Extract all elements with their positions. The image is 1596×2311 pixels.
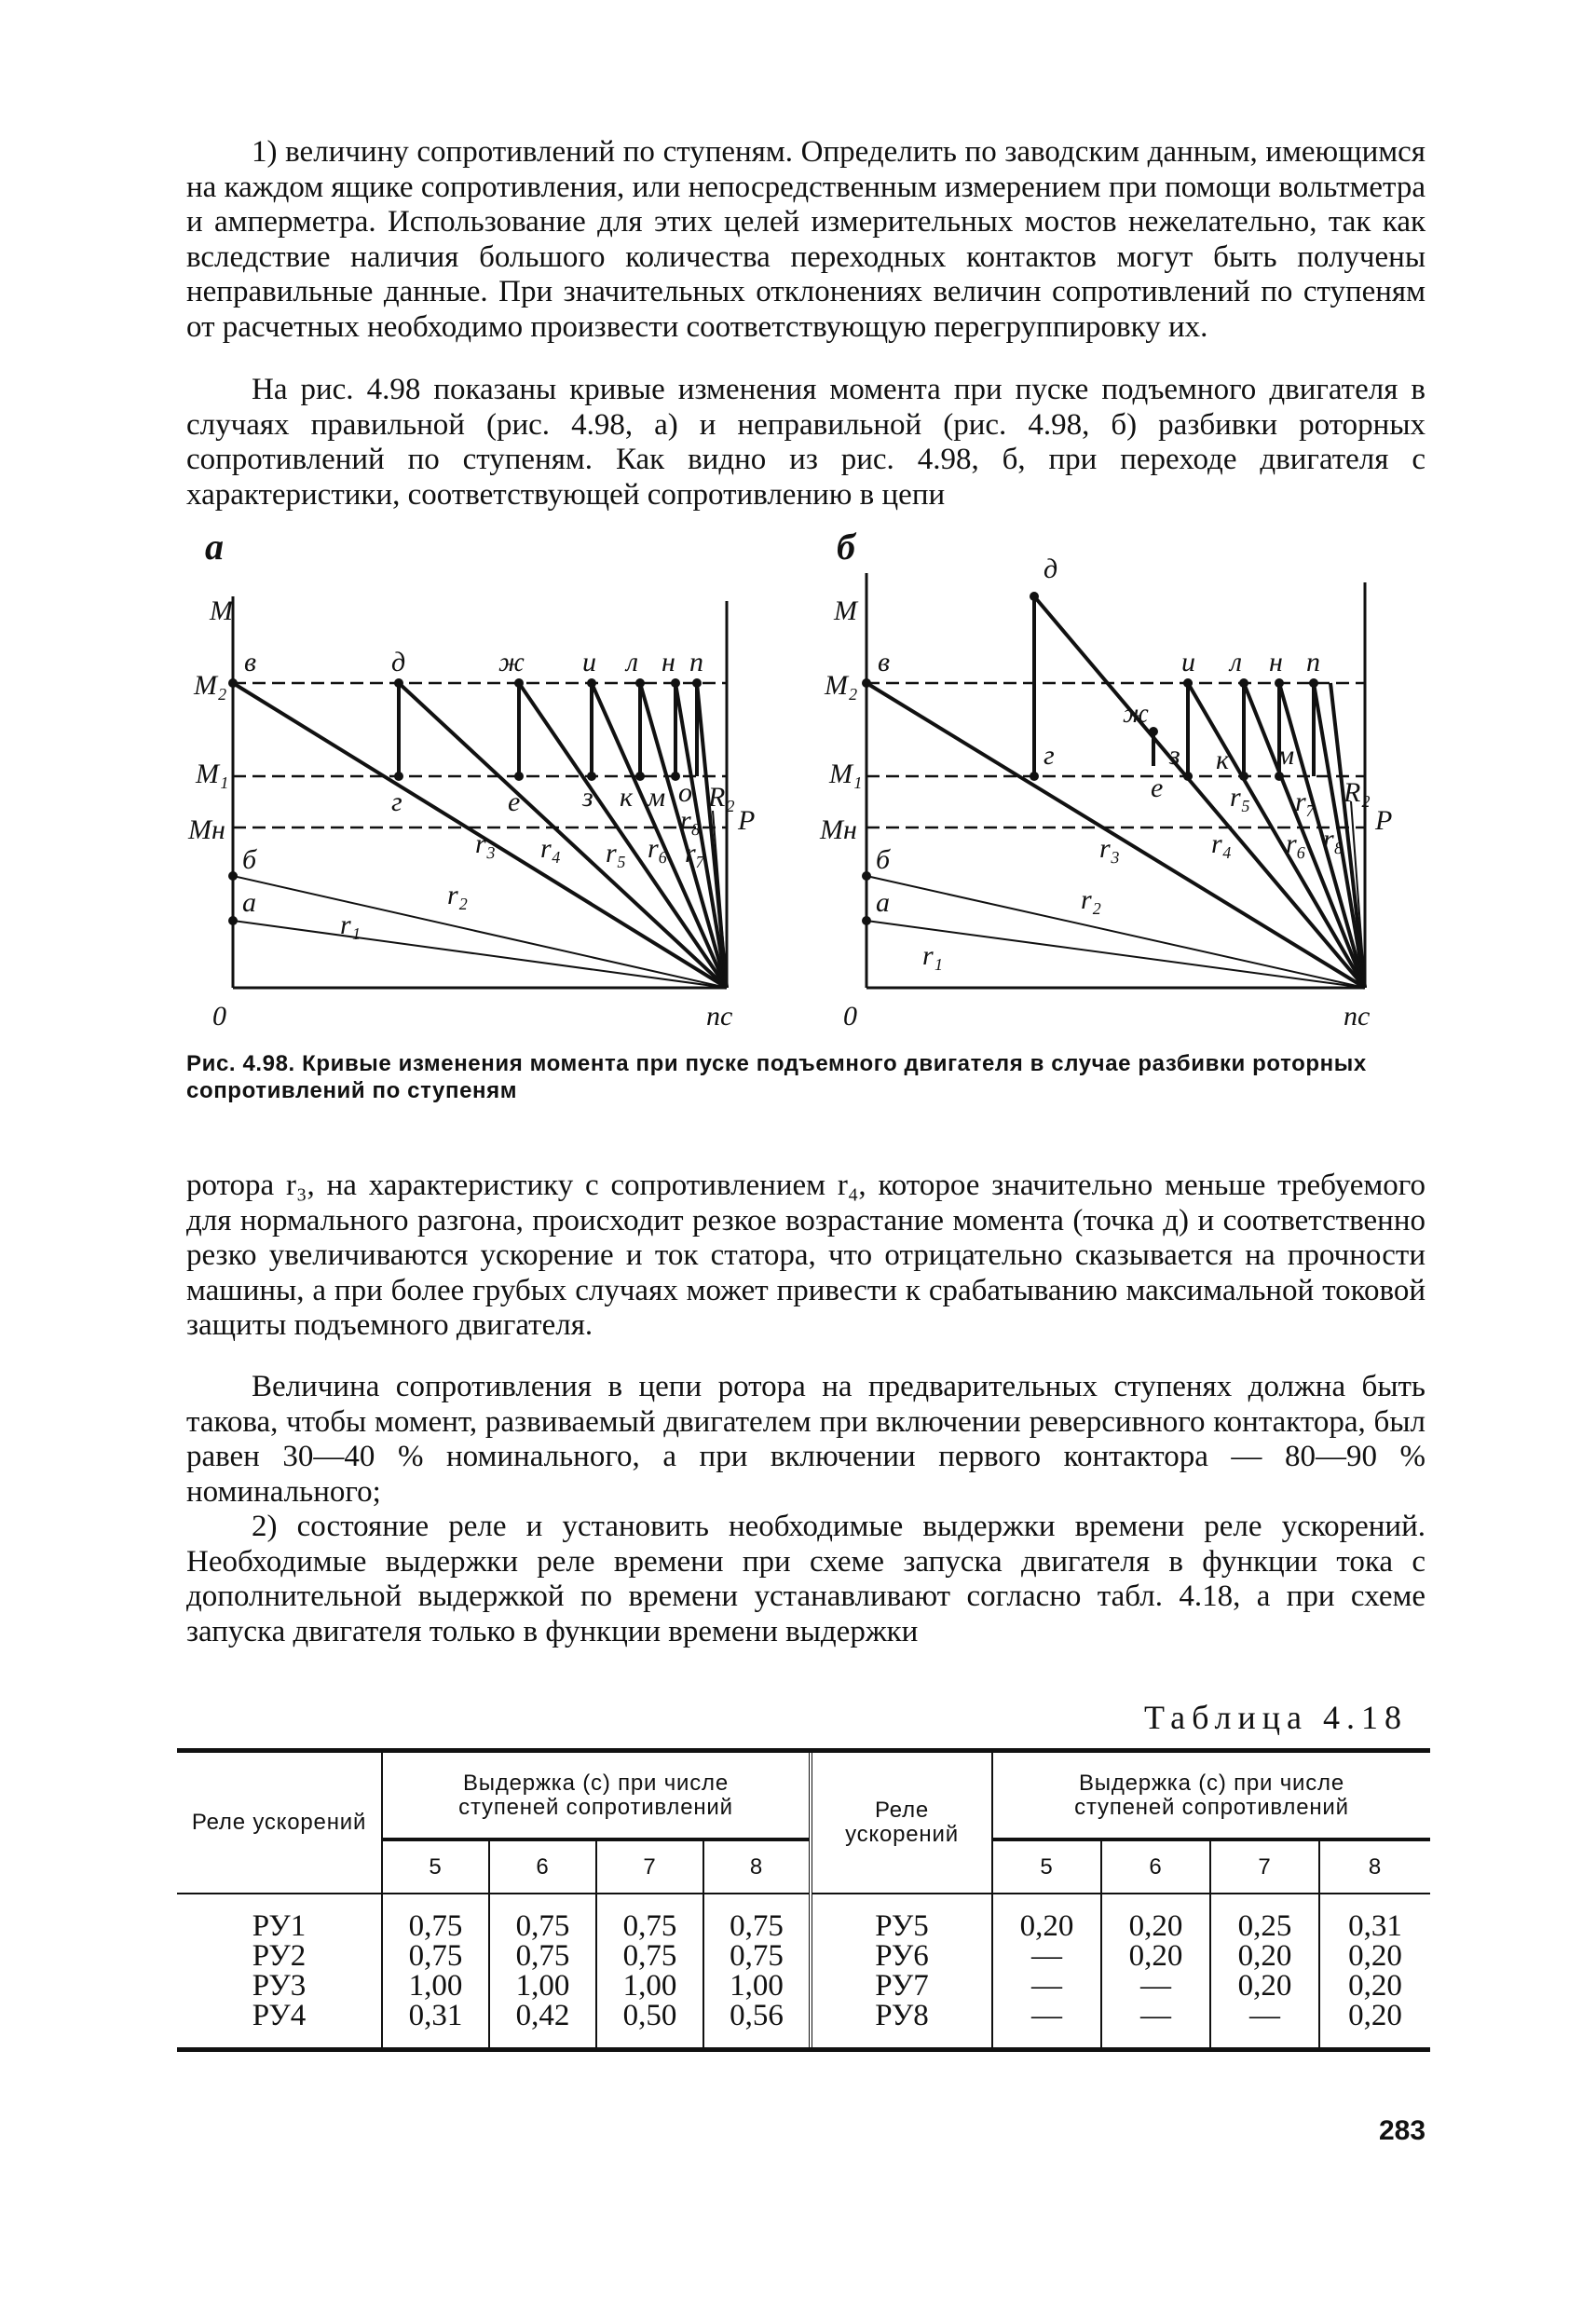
R2-label-a: R₂ bbox=[708, 782, 735, 813]
point-p-b: п bbox=[1306, 647, 1320, 677]
r4-label-b: r₄ bbox=[1211, 828, 1233, 859]
point-l-a: л bbox=[626, 647, 639, 677]
point-m-a: м bbox=[648, 782, 666, 813]
point-l-b: л bbox=[1230, 647, 1243, 677]
left-relays: РУ1 РУ2 РУ3 РУ4 bbox=[177, 1894, 382, 2050]
point-z-a: з bbox=[582, 782, 593, 813]
left-col-5: 0,75 0,75 1,00 0,31 bbox=[382, 1894, 489, 2050]
point-m-b: м bbox=[1276, 740, 1295, 771]
panel-b-letter: б bbox=[837, 531, 855, 567]
r3-label-b: r₃ bbox=[1099, 833, 1121, 864]
r5-label-b: r₅ bbox=[1230, 782, 1251, 813]
point-d-b: д bbox=[1044, 554, 1058, 584]
paragraph-1: 1) величину сопротивлений по ступеням. Определить по заводским данным, имеющимся на каждом ящике сопротивления, или непосредственным измерением при помощи вольтметра и амперметра. Использование для этих целей измерительных мостов нежелательно, так как вследствие наличия большого количества переходных контактов могут быть получены неправильные данные. При значительных отклонениях величин сопротивлений по ступеням от расчетных необходимо произвести соответствующую перегруппировку их. bbox=[186, 135, 1425, 344]
table-title: Таблица 4.18 bbox=[1144, 1699, 1408, 1736]
point-zh-a: ж bbox=[498, 647, 525, 677]
point-k-b: к bbox=[1216, 745, 1230, 775]
r1-label-a: r₁ bbox=[340, 909, 361, 940]
mn-label-a: Mн bbox=[188, 814, 225, 845]
point-k-a: к bbox=[620, 782, 634, 813]
nc-label-a: nс bbox=[706, 1001, 733, 1032]
point-n-a: н bbox=[662, 647, 675, 677]
dots-b bbox=[862, 592, 1318, 925]
point-v-b: в bbox=[878, 647, 891, 677]
point-v-a: в bbox=[244, 647, 257, 677]
p-label-a: P bbox=[738, 805, 756, 836]
r7-label-b: r₇ bbox=[1295, 786, 1316, 817]
r2-label-a: r₂ bbox=[447, 880, 469, 910]
step-5-left: 5 bbox=[382, 1839, 489, 1894]
axis-m-label-b: M bbox=[834, 595, 857, 626]
origin-label-b: 0 bbox=[843, 1001, 857, 1032]
r8-label-b: r₈ bbox=[1323, 824, 1344, 855]
point-d-a: д bbox=[391, 647, 406, 677]
step-5-right: 5 bbox=[992, 1839, 1101, 1894]
m1-label-b: M₁ bbox=[829, 759, 863, 789]
r8-label-a: r₈ bbox=[680, 805, 702, 836]
point-i-a: и bbox=[582, 647, 596, 677]
axis-m-label-a: M bbox=[210, 595, 233, 626]
r7-label-a: r₇ bbox=[685, 838, 706, 868]
relay-header-left: Реле ускорений bbox=[177, 1751, 382, 1894]
left-col-6: 0,75 0,75 1,00 0,42 bbox=[489, 1894, 596, 2050]
left-col-7: 0,75 0,75 1,00 0,50 bbox=[596, 1894, 703, 2050]
point-b-a: б bbox=[242, 844, 257, 875]
relay-header-right: Реле ускорений bbox=[811, 1751, 992, 1894]
table-data-row bbox=[177, 1894, 1430, 2050]
mn-label-b: Mн bbox=[820, 814, 857, 845]
step-7-right: 7 bbox=[1210, 1839, 1319, 1894]
right-col-5: 0,20 — — — bbox=[992, 1894, 1101, 2050]
r6-label-b: r₆ bbox=[1286, 828, 1307, 859]
table-header-row bbox=[177, 1751, 1430, 1840]
step-6-right: 6 bbox=[1101, 1839, 1210, 1894]
right-col-8: 0,31 0,20 0,20 0,20 bbox=[1319, 1894, 1430, 2050]
page-number: 283 bbox=[1379, 2115, 1426, 2146]
step-6-left: 6 bbox=[489, 1839, 596, 1894]
point-a-b: а bbox=[876, 887, 890, 918]
r3-label-a: r₃ bbox=[475, 828, 497, 859]
paragraph-4: Величина сопротивления в цепи ротора на предварительных ступенях должна быть такова, чтобы момент, развиваемый двигателем при включении реверсивного контактора, был равен 30—40 % номинального, а при включении первого контактора — 80—90 % номинального; bbox=[186, 1370, 1425, 1509]
m2-label-a: M₂ bbox=[194, 670, 227, 701]
paragraph-2: На рис. 4.98 показаны кривые изменения момента при пуске подъемного двигателя в случаях правильной (рис. 4.98, а) и неправильной (рис. 4.98, б) разбивки роторных сопротивлений по ступеням. Как видно из рис. 4.98, б, при переходе двигателя с характеристики, соответствующей сопротивлению в цепи bbox=[186, 373, 1425, 512]
point-n-b: н bbox=[1269, 647, 1283, 677]
point-o-a: о bbox=[678, 777, 692, 808]
point-i-b: и bbox=[1181, 647, 1195, 677]
m1-label-a: M₁ bbox=[196, 759, 229, 789]
m2-label-b: M₂ bbox=[825, 670, 858, 701]
group-header-left: Выдержка (с) при числе ступеней сопротивлений bbox=[382, 1751, 811, 1840]
right-col-7: 0,25 0,20 0,20 — bbox=[1210, 1894, 1319, 2050]
panel-a bbox=[187, 531, 755, 1032]
panel-b bbox=[819, 531, 1392, 1032]
step-7-left: 7 bbox=[596, 1839, 703, 1894]
group-header-right: Выдержка (с) при числе ступеней сопротивлений bbox=[992, 1751, 1430, 1840]
point-z-b: з bbox=[1169, 740, 1180, 771]
point-e-a: е bbox=[508, 786, 521, 817]
left-col-8: 0,75 0,75 1,00 0,56 bbox=[703, 1894, 811, 2050]
point-zh-b: ж bbox=[1123, 698, 1149, 729]
p-label-b: P bbox=[1375, 805, 1393, 836]
R2-label-b: R₂ bbox=[1344, 777, 1371, 808]
right-col-6: 0,20 0,20 — — bbox=[1101, 1894, 1210, 2050]
r4-label-a: r₄ bbox=[540, 833, 562, 864]
figure-caption: Рис. 4.98. Кривые изменения момента при пуске подъемного двигателя в случае разбивки роторных сопротивлений по ступеням bbox=[186, 1051, 1367, 1103]
characteristics-b bbox=[866, 596, 1365, 988]
r6-label-a: r₆ bbox=[648, 833, 669, 864]
right-relays: РУ5 РУ6 РУ7 РУ8 bbox=[811, 1894, 992, 2050]
r2-label-b: r₂ bbox=[1081, 884, 1102, 915]
point-e-b: е bbox=[1151, 773, 1164, 803]
origin-label-a: 0 bbox=[212, 1001, 226, 1032]
point-g-b: г bbox=[1044, 740, 1055, 771]
figure-4-98 bbox=[168, 531, 1472, 1034]
point-b-b: б bbox=[876, 844, 891, 875]
point-p-a: п bbox=[689, 647, 703, 677]
point-a-a: а bbox=[242, 887, 256, 918]
r5-label-a: r₅ bbox=[606, 838, 627, 868]
point-g-a: г bbox=[391, 786, 402, 817]
panel-a-letter: а bbox=[205, 531, 224, 567]
paragraph-3: ротора r₃, на характеристику с сопротивлением r₄, которое значительно меньше требуемого для нормального разгона, происходит резкое возрастание момента (точка д) и соответственно резко увеличиваются ускорение и ток статора, что отрицательно сказывается на прочности машины, а при более грубых случаях может привести к срабатыванию максимальной токовой защиты подъемного двигателя. bbox=[186, 1169, 1425, 1342]
relay-delay-table bbox=[177, 1748, 1430, 2052]
step-8-left: 8 bbox=[703, 1839, 811, 1894]
paragraph-5: 2) состояние реле и установить необходимые выдержки времени реле ускорений. Необходимые выдержки реле времени при схеме запуска двигателя в функции тока с дополнительной выдержкой по времени устанавливают согласно табл. 4.18, а при схеме запуска двигателя только в функции времени выдержки bbox=[186, 1510, 1425, 1648]
nc-label-b: nс bbox=[1344, 1001, 1371, 1032]
r1-label-b: r₁ bbox=[922, 940, 944, 971]
step-8-right: 8 bbox=[1319, 1839, 1430, 1894]
